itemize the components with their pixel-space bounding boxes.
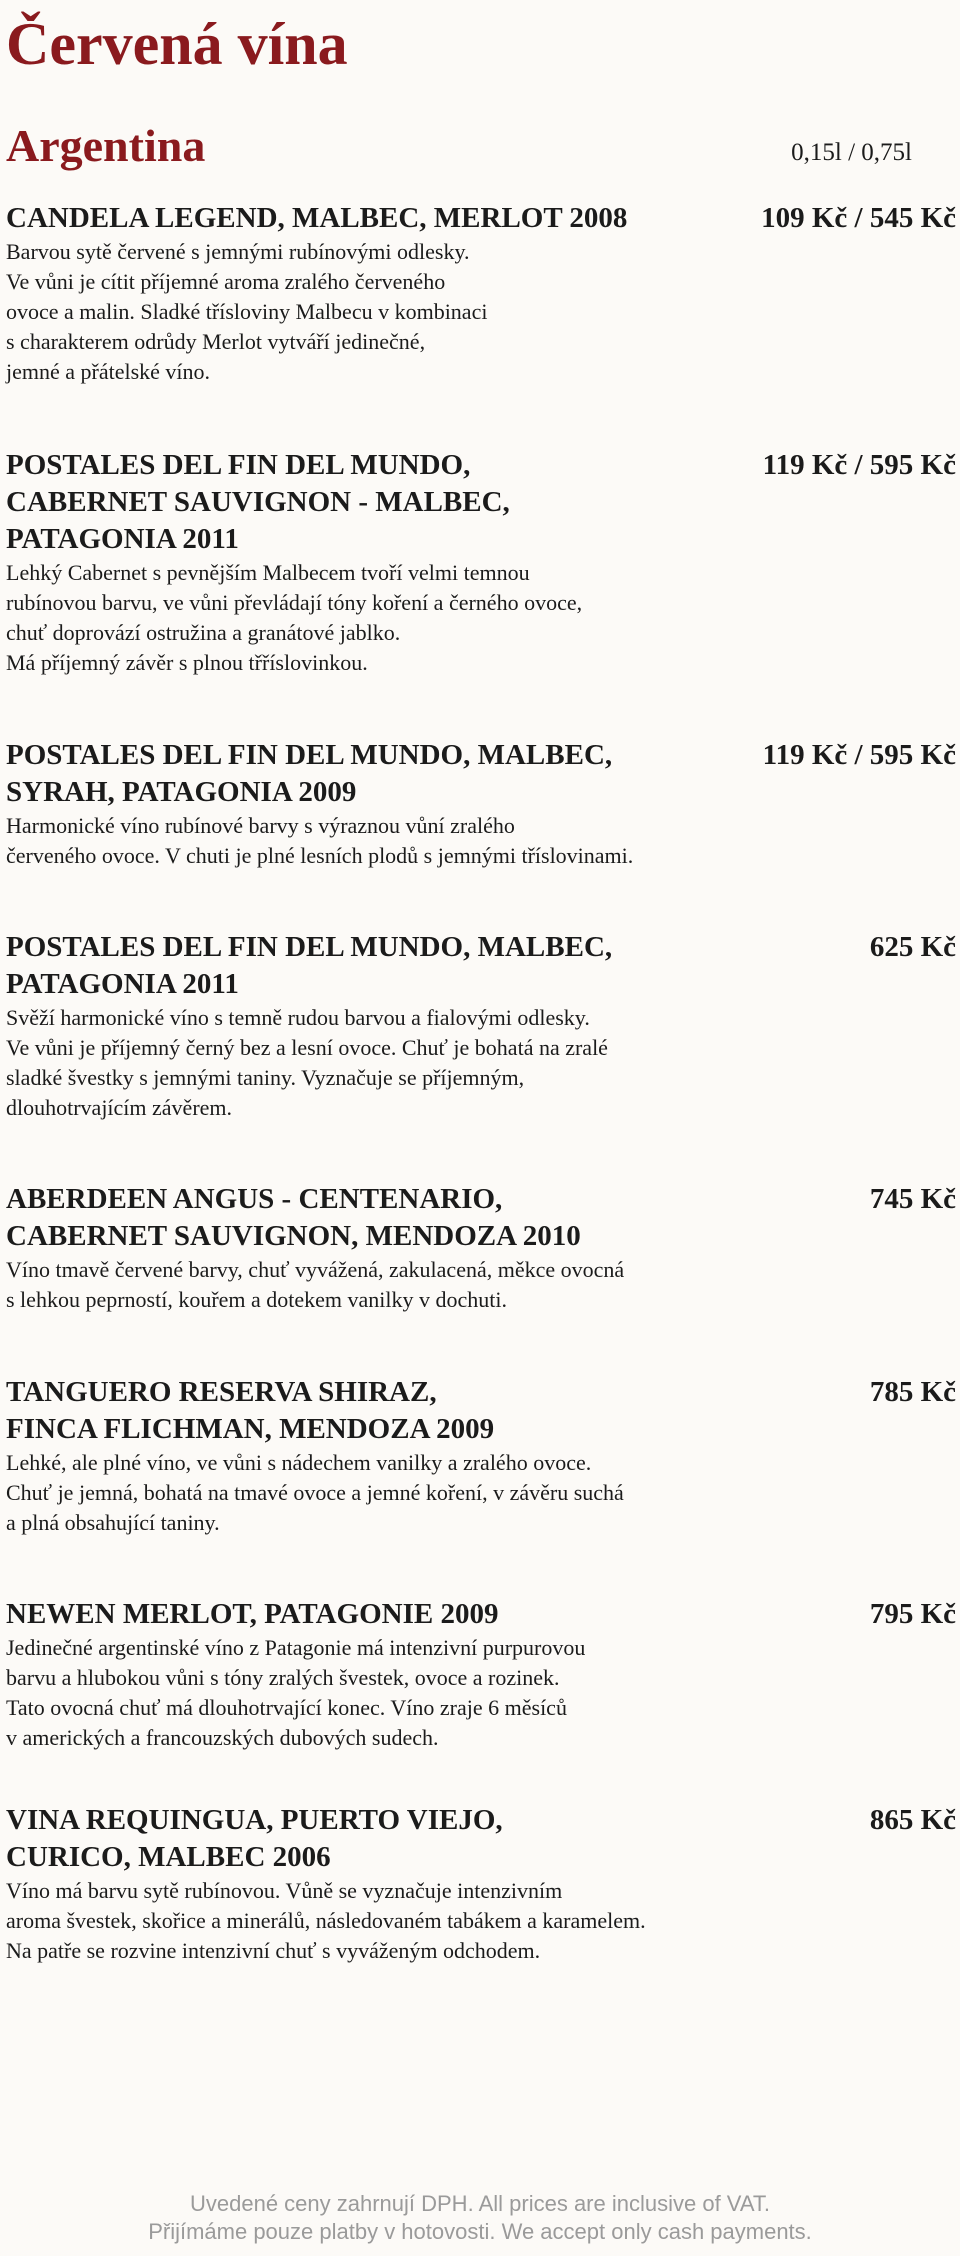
wine-price: 785 Kč: [869, 1376, 956, 1408]
wine-item: [6, 929, 956, 1123]
wine-description: Lehké, ale plné víno, ve vůni s nádechem vanilky a zralého ovoce. Chuť je jemná, bohatá na tmavé ovoce a jemné koření, v závěru suchá a plná obsahující taniny.: [6, 1450, 624, 1535]
volume-header: 0,15l / 0,75l: [791, 139, 912, 166]
page-title: Červená vína: [6, 11, 348, 77]
wine-description: Víno tmavě červené barvy, chuť vyvážená, zakulacená, měkce ovocná s lehkou peprností, kouřem a dotekem vanilky v dochuti.: [6, 1257, 625, 1312]
wine-price: 119 Kč / 595 Kč: [762, 449, 956, 481]
wine-price: 109 Kč / 545 Kč: [761, 202, 956, 234]
wine-name: CANDELA LEGEND, MALBEC, MERLOT 2008: [6, 202, 628, 234]
wine-name: ABERDEEN ANGUS - CENTENARIO, CABERNET SAUVIGNON, MENDOZA 2010: [6, 1183, 581, 1252]
wine-price: 625 Kč: [869, 931, 956, 963]
wine-name: TANGUERO RESERVA SHIRAZ, FINCA FLICHMAN, MENDOZA 2009: [6, 1376, 495, 1445]
wine-name: POSTALES DEL FIN DEL MUNDO, MALBEC, PATAGONIA 2011: [6, 931, 613, 1000]
wine-description: Víno má barvu sytě rubínovou. Vůně se vyznačuje intenzivním aroma švestek, skořice a minerálů, následovaném tabákem a karamelem. Na patře se rozvine intenzivní chuť s vyváženým odchodem.: [6, 1878, 646, 1963]
wine-name: POSTALES DEL FIN DEL MUNDO, CABERNET SAUVIGNON - MALBEC, PATAGONIA 2011: [6, 449, 510, 555]
wine-price: 119 Kč / 595 Kč: [762, 739, 956, 771]
wine-description: Harmonické víno rubínové barvy s výraznou vůní zralého červeného ovoce. V chuti je plné lesních plodů s jemnými tříslovinami.: [6, 813, 634, 868]
wine-name: VINA REQUINGUA, PUERTO VIEJO, CURICO, MALBEC 2006: [6, 1804, 503, 1873]
wine-item: [6, 737, 956, 871]
wine-description: Lehký Cabernet s pevnějším Malbecem tvoří velmi temnou rubínovou barvu, ve vůni převládají tóny koření a černého ovoce, chuť doprovází ostružina a granátové jablko. Má příjemný závěr s plnou třříslovinkou.: [6, 560, 583, 675]
footer-vat-note: Uvedené ceny zahrnují DPH. All prices are inclusive of VAT.: [189, 2191, 770, 2216]
wine-description: Jedinečné argentinské víno z Patagonie má intenzivní purpurovou barvu a hlubokou vůni s tóny zralých švestek, ovoce a rozinek. Tato ovocná chuť má dlouhotrvající konec. Víno zraje 6 měsíců v amerických a francouzských dubových sudech.: [6, 1635, 586, 1750]
section-title-argentina: Argentina: [6, 120, 206, 171]
wine-item: [6, 200, 956, 387]
wine-name: POSTALES DEL FIN DEL MUNDO, MALBEC, SYRAH, PATAGONIA 2009: [6, 739, 613, 808]
wine-item: [6, 1374, 956, 1538]
wine-price: 795 Kč: [869, 1598, 956, 1630]
footer: [0, 2190, 960, 2246]
wine-description: Svěží harmonické víno s temně rudou barvou a fialovými odlesky. Ve vůni je příjemný černý bez a lesní ovoce. Chuť je bohatá na zralé sladké švestky s jemnými taniny. Vyznačuje se příjemným, dlouhotrvajícím závěrem.: [6, 1005, 608, 1120]
footer-payment-note: Přijímáme pouze platby v hotovosti. We accept only cash payments.: [148, 2219, 812, 2244]
wine-description: Barvou sytě červené s jemnými rubínovými odlesky. Ve vůni je cítit příjemné aroma zralého červeného ovoce a malin. Sladké třísloviny Malbecu v kombinaci s charakterem odrůdy Merlot vytváří jedinečné, jemné a přátelské víno.: [6, 239, 488, 384]
wine-price: 865 Kč: [869, 1804, 956, 1836]
wine-item: [6, 1181, 956, 1315]
wine-item: [6, 447, 956, 678]
wine-price: 745 Kč: [869, 1183, 956, 1215]
wine-name: NEWEN MERLOT, PATAGONIE 2009: [6, 1598, 499, 1630]
wine-item: [6, 1596, 956, 1753]
wine-item: [6, 1802, 956, 1966]
